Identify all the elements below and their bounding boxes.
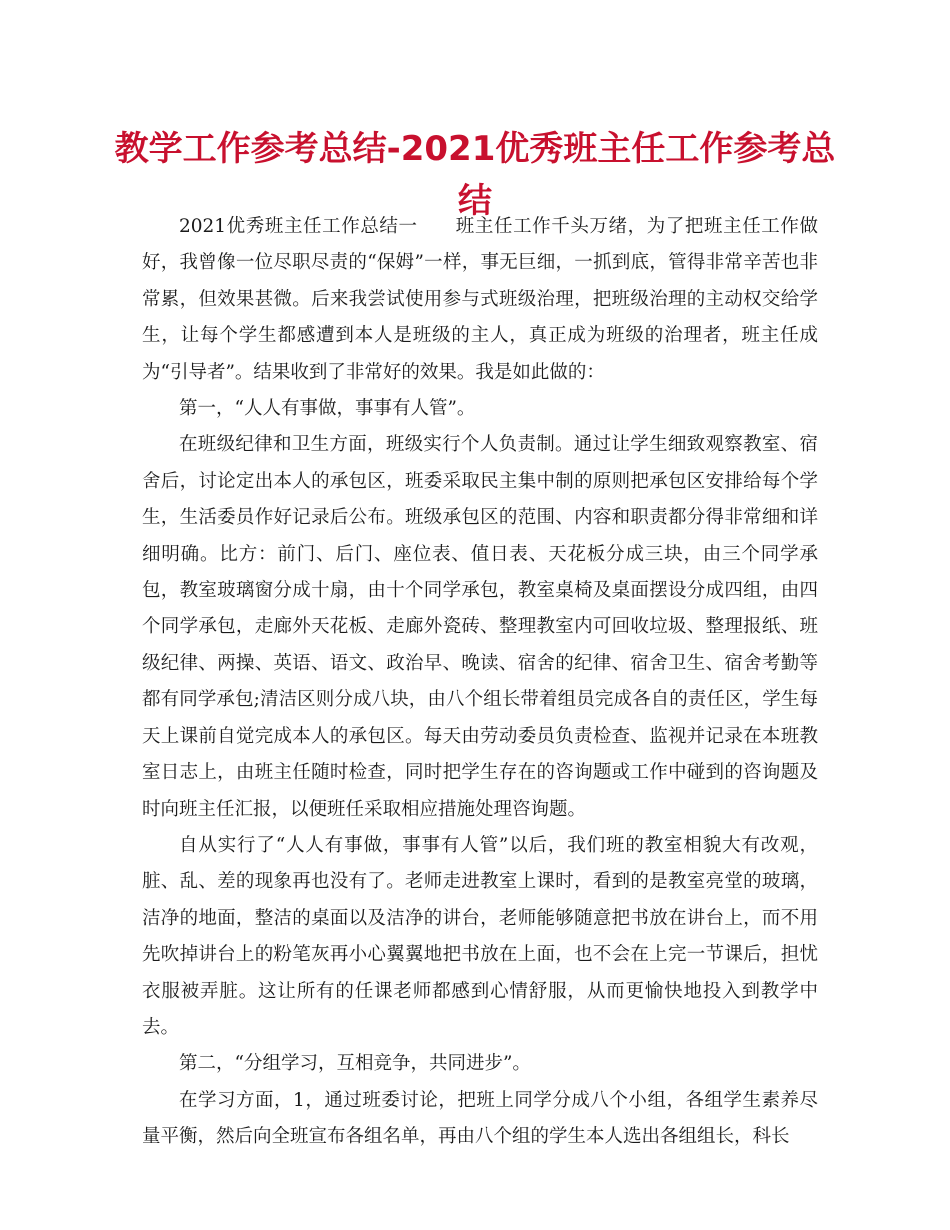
paragraph: 自从实行了“人人有事做，事事有人管”以后，我们班的教室相貌大有改观，脏、乱、差的现象再也没有了。老师走进教室上课时，看到的是教室亮堂的玻璃，洁净的地面，整洁的桌面以及洁净的讲台，老师能够随意把书放在讲台上，而不用先吹掉讲台上的粉笔灰再小心翼翼地把书放在上面，也不会在上完一节课后，担忧衣服被弄脏。这让所有的任课老师都感到心情舒服，从而更愉快地投入到教学中去。 (142, 834, 818, 1038)
document-body (142, 209, 818, 1156)
paragraph: 2021优秀班主任工作总结一 班主任工作千头万绪，为了把班主任工作做好，我曾像一位尽职尽责的“保姆”一样，事无巨细，一抓到底，管得非常辛苦也非常累，但效果甚微。后来我尝试使用参与式班级治理，把班级治理的主动权交给学生，让每个学生都感遭到本人是班级的主人，真正成为班级的治理者，班主任成为“引导者”。结果收到了非常好的效果。我是如此做的： (142, 216, 818, 383)
paragraph: 第一，“人人有事做，事事有人管”。 (179, 398, 476, 420)
paragraph: 在学习方面，1，通过班委讨论，把班上同学分成八个小组，各组学生素养尽量平衡，然后向全班宣布各组名单，再由八个组的学生本人选出各组组长，科长 (142, 1089, 818, 1148)
page-title: 教学工作参考总结-2021优秀班主任工作参考总结 (114, 129, 836, 221)
paragraph: 在班级纪律和卫生方面，班级实行个人负责制。通过让学生细致观察教室、宿舍后，讨论定出本人的承包区，班委采取民主集中制的原则把承包区安排给每个学生，生活委员作好记录后公布。班级承包区的范围、内容和职责都分得非常细和详细明确。比方：前门、后门、座位表、值日表、天花板分成三块，由三个同学承包，教室玻璃窗分成十扇，由十个同学承包，教室桌椅及桌面摆设分成四组，由四个同学承包，走廊外天花板、走廊外瓷砖、整理教室内可回收垃圾、整理报纸、班级纪律、两操、英语、语文、政治早、晚读、宿舍的纪律、宿舍卫生、宿舍考勤等都有同学承包;清洁区则分成八块，由八个组长带着组员完成各自的责任区，学生每天上课前自觉完成本人的承包区。每天由劳动委员负责检查、监视并记录在本班教室日志上，由班主任随时检查，同时把学生存在的咨询题或工作中碰到的咨询题及时向班主任汇报，以便班任采取相应措施处理咨询题。 (142, 434, 818, 820)
paragraph: 第二，“分组学习，互相竞争，共同进步”。 (179, 1053, 531, 1075)
